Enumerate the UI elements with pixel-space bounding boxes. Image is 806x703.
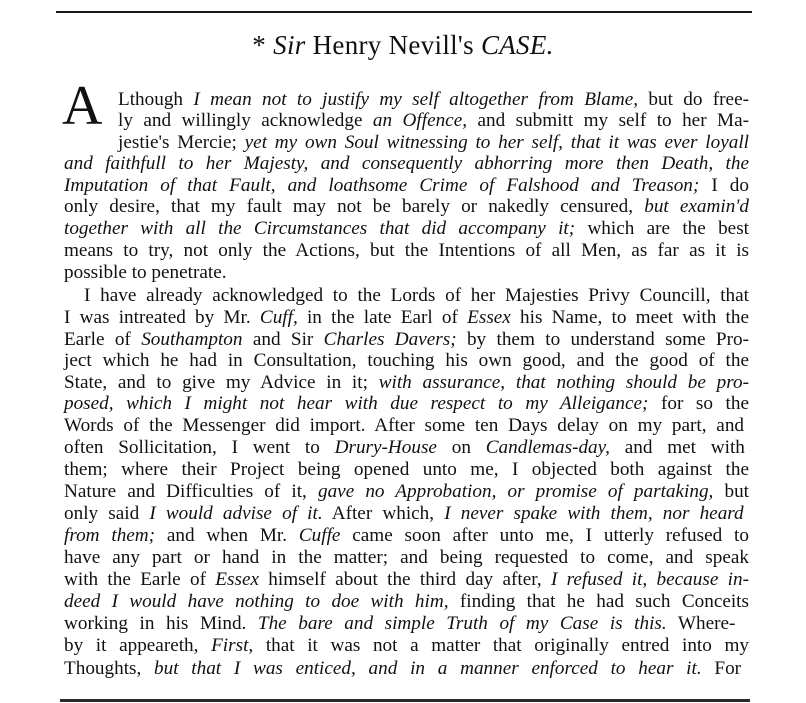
- text-run: For: [701, 658, 742, 679]
- text-run: Southampton: [141, 329, 243, 350]
- top-rule: [56, 11, 752, 13]
- text-run: I do: [699, 175, 749, 196]
- text-run: himself about the third day after,: [258, 569, 551, 590]
- title-name: Henry Nevill's: [305, 30, 481, 60]
- text-line: [64, 482, 749, 501]
- text-run: I have already acknowledged to the Lords of her Majesties Privy Councill, that: [84, 285, 749, 306]
- text-run: State, and to give my Advice in it;: [64, 372, 379, 393]
- text-run: with assurance, that nothing should be pro-: [378, 372, 749, 393]
- drop-cap: A: [62, 75, 103, 137]
- text-run: First,: [211, 635, 254, 656]
- text-run: and Sir: [242, 329, 324, 350]
- text-run: I would advise of it.: [149, 503, 323, 524]
- text-line: [64, 416, 744, 435]
- text-line: [64, 373, 749, 392]
- text-run: deed I would have nothing to doe with him,: [64, 591, 449, 612]
- text-run: possible to penetrate.: [64, 262, 227, 283]
- bottom-rule: [60, 699, 750, 702]
- text-run: which are the best: [575, 218, 749, 239]
- text-line: [64, 219, 749, 238]
- text-run: but: [713, 481, 749, 502]
- title-marker: *: [252, 30, 274, 60]
- text-run: his Name, to meet with the: [510, 307, 749, 328]
- text-run: Drury-House: [334, 437, 437, 458]
- text-run: have any part or hand in the matter; and being requested to come, and speak: [64, 547, 749, 568]
- text-line: [64, 548, 749, 567]
- page-title: [0, 30, 806, 61]
- text-run: Earle of: [64, 329, 142, 350]
- text-line: [64, 176, 749, 195]
- text-run: for so the: [648, 393, 749, 414]
- text-run: I mean not to justify my self altogether from Blame,: [193, 89, 639, 110]
- title-prefix: Sir: [273, 30, 306, 60]
- text-run: finding that he had such Conceits: [448, 591, 749, 612]
- text-run: I was intreated by Mr.: [64, 307, 260, 328]
- text-line: [64, 330, 749, 349]
- text-run: by them to understand some Pro-: [456, 329, 749, 350]
- text-run: The bare and simple Truth of my Case is this.: [257, 613, 667, 634]
- text-line: [64, 614, 735, 633]
- text-run: often Sollicitation, I went to: [64, 437, 335, 458]
- text-line: [64, 636, 749, 655]
- text-run: Candlemas-day,: [485, 437, 610, 458]
- text-run: came soon after unto me, I utterly refused to: [340, 525, 749, 546]
- text-line: [64, 659, 741, 678]
- text-run: but examin'd: [644, 196, 749, 217]
- text-run: jestie's Mercie;: [118, 132, 245, 153]
- text-line: [118, 133, 749, 152]
- text-run: from them;: [64, 525, 156, 546]
- text-run: and when Mr.: [155, 525, 299, 546]
- text-line: [84, 286, 749, 305]
- text-run: that it was not a matter that originally entred into my: [253, 635, 749, 656]
- text-line: [64, 308, 749, 327]
- text-run: Cuff,: [259, 307, 298, 328]
- text-run: on: [436, 437, 486, 458]
- text-line: [118, 111, 749, 130]
- text-run: gave no Approbation, or promise of partaking,: [317, 481, 714, 502]
- text-line: [64, 197, 749, 216]
- text-run: Lthough: [118, 89, 194, 110]
- text-run: Essex: [215, 569, 259, 590]
- text-run: but that I was enticed, and in a manner enforced to hear it.: [154, 658, 702, 679]
- title-case: CASE.: [480, 30, 554, 60]
- text-run: but do free-: [638, 89, 749, 110]
- text-run: Essex: [467, 307, 511, 328]
- text-line: [64, 526, 749, 545]
- text-run: means to try, not only the Actions, but the Intentions of all Men, as far as it is: [64, 240, 749, 261]
- text-line: [64, 241, 749, 260]
- text-line: [64, 351, 749, 370]
- text-run: and faithfull to her Majesty, and consequently abhorring more then Death, the: [64, 153, 749, 174]
- text-run: Thoughts,: [64, 658, 155, 679]
- text-run: Where-: [666, 613, 736, 634]
- text-run: only said: [64, 503, 150, 524]
- text-run: by it appeareth,: [64, 635, 212, 656]
- text-run: I never spake with them, nor heard: [444, 503, 744, 524]
- text-run: I refused it, because in-: [550, 569, 749, 590]
- text-run: only desire, that my fault may not be barely or nakedly censured,: [64, 196, 645, 217]
- text-line: [64, 570, 749, 589]
- text-run: yet my own Soul witnessing to her self, that it was ever loyall: [244, 132, 749, 153]
- text-line: [64, 592, 749, 611]
- text-run: and met with: [609, 437, 745, 458]
- text-line: [64, 263, 227, 282]
- text-run: Nature and Difficulties of it,: [64, 481, 318, 502]
- text-run: Charles Davers;: [323, 329, 457, 350]
- text-run: together with all the Circumstances that did accompany it;: [64, 218, 576, 239]
- text-run: and submitt my self to her Ma-: [467, 110, 749, 131]
- text-run: Cuffe: [298, 525, 341, 546]
- text-line: [118, 90, 749, 109]
- text-run: them; where their Project being opened unto me, I objected both against the: [64, 459, 749, 480]
- text-run: an Offence,: [372, 110, 468, 131]
- text-run: Words of the Messenger did import. After some ten Days delay on my part, and: [64, 415, 745, 436]
- text-run: posed, which I might not hear with due respect to my Alleigance;: [64, 393, 649, 414]
- text-run: with the Earle of: [64, 569, 216, 590]
- text-run: Imputation of that Fault, and loathsome Crime of Falshood and Treason;: [64, 175, 700, 196]
- text-line: [64, 504, 744, 523]
- text-line: [64, 154, 749, 173]
- text-run: After which,: [322, 503, 445, 524]
- text-run: working in his Mind.: [64, 613, 258, 634]
- text-run: ly and willingly acknowledge: [118, 110, 373, 131]
- text-line: [64, 438, 745, 457]
- text-run: in the late Earl of: [297, 307, 468, 328]
- text-line: [64, 460, 749, 479]
- text-run: ject which he had in Consultation, touching his own good, and the good of the: [64, 350, 749, 371]
- text-line: [64, 394, 749, 413]
